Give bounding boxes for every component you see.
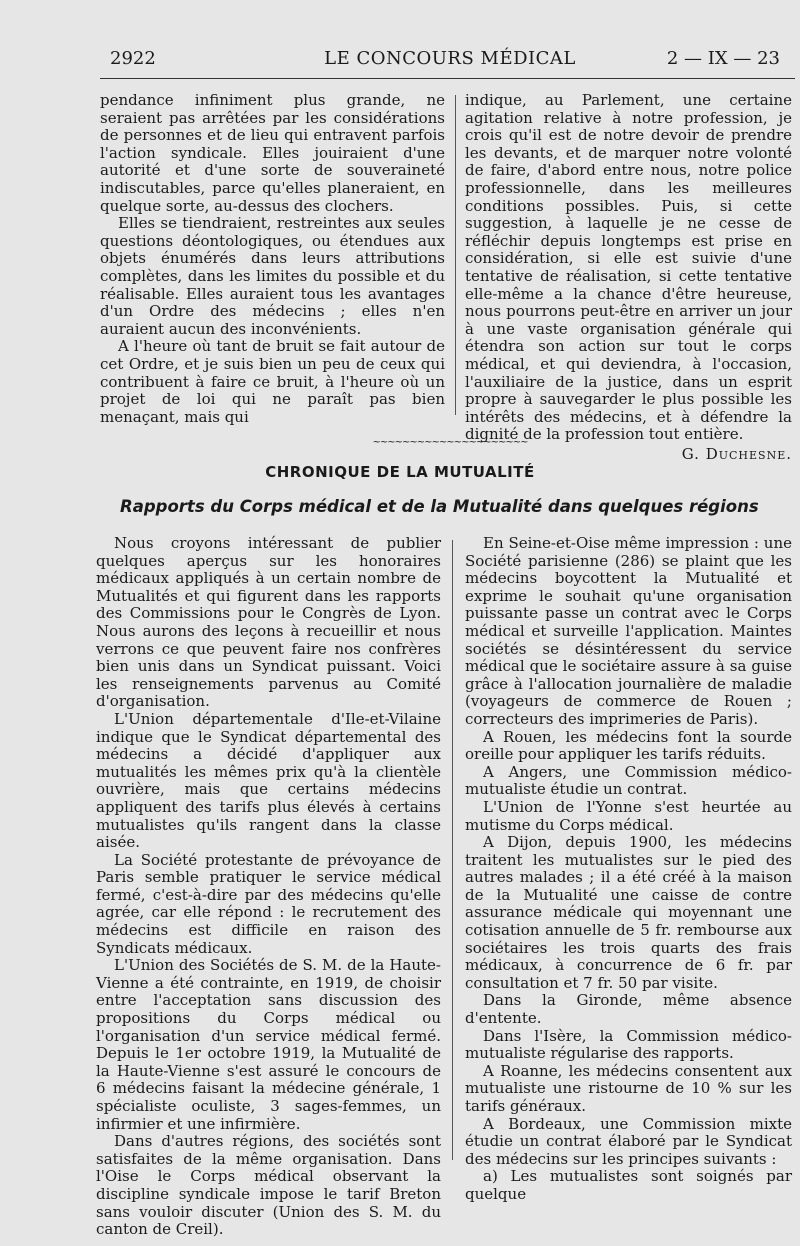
- page-header: [110, 48, 790, 74]
- section-title: CHRONIQUE DE LA MUTUALITÉ: [265, 463, 535, 481]
- paragraph: Dans d'autres régions, des sociétés sont satisfaites de la même organisation. Dans l'Oise le Corps médical observant la discipline syndicale impose le tarif Breton sans vouloir discuter (Union des S. M. du canton de Creil).: [96, 1132, 441, 1239]
- paragraph: A l'heure où tant de bruit se fait autour de cet Ordre, et je suis bien un peu de ceux qui contribuent à faire ce bruit, à l'heure où un projet de loi qui ne paraît pas bien menaçant, mais qui: [100, 337, 445, 426]
- top-left-column: [100, 92, 445, 426]
- bottom-left-column: [96, 535, 441, 1239]
- paragraph: En Seine-et-Oise même impression : une Société parisienne (286) se plaint que les médecins boycottent la Mutualité et exprime le souhait qu'une organisation puissante passe un contrat avec le Corps médical et surveille l'application. Maintes sociétés se désintéressent du service médical que le sociétaire assure à sa guise grâce à l'allocation journalière de maladie (voyageurs de commerce de Rouen ; correcteurs des imprimeries de Paris).: [465, 534, 792, 728]
- paragraph: Dans la Gironde, même absence d'entente.: [465, 991, 792, 1028]
- paragraph: L'Union des Sociétés de S. M. de la Haute-Vienne a été contrainte, en 1919, de choisir entre l'acceptation sans discussion des propositions du Corps médical ou l'organisation d'un service médical fermé. Depuis le 1er octobre 1919, la Mutualité de la Haute-Vienne s'est assuré le concours de 6 médecins faisant la médecine générale, 1 spécialiste oculiste, 3 sages-femmes, un infirmier et une infirmière.: [96, 956, 441, 1133]
- paragraph: L'Union de l'Yonne s'est heurtée au mutisme du Corps médical.: [465, 797, 792, 834]
- journal-title: LE CONCOURS MÉDICAL: [324, 48, 576, 69]
- page-number: 2922: [110, 48, 156, 69]
- paragraph: L'Union départementale d'Ile-et-Vilaine indique que le Syndicat départemental des médecins a décidé d'appliquer aux mutualités les mêmes prix qu'à la clientèle ouvrière, mais que certains médecins appliquent des tarifs plus élevés à certains mutualistes qu'ils rangent dans la classe aisée.: [96, 709, 441, 852]
- paragraph: La Société protestante de prévoyance de Paris semble pratiquer le service médical fermé, c'est-à-dire par des médecins qu'elle agrée, car elle répond : le recrutement des médecins est difficile en raison des Syndicats médicaux.: [96, 850, 441, 957]
- column-divider: [455, 95, 456, 415]
- article-title: Rapports du Corps médical et de la Mutualité dans quelques régions: [120, 497, 759, 516]
- paragraph: A Roanne, les médecins consentent aux mutualiste une ristourne de 10 % sur les tarifs généraux.: [465, 1061, 792, 1115]
- paragraph: indique, au Parlement, une certaine agitation relative à notre profession, je crois qu'il est de notre devoir de prendre les devants, et de marquer notre volonté de faire, d'abord entre nous, notre police professionnelle, dans les meilleures conditions possibles. Puis, si cette suggestion, à laquelle je ne cesse de réfléchir depuis longtemps est prise en considération, si elle est suivie d'une tentative de réalisation, si cette tentative elle-même a la chance d'être heureuse, nous pourrons peut-être en arriver un jour à une vaste organisation générale qui étendra son action sur tout le corps médical, et qui deviendra, à l'occasion, l'auxiliaire de la justice, dans un esprit propre à sauvegarder le plus possible les intérêts des médecins, et à défendre la dignité de la profession tout entière.: [465, 91, 792, 444]
- issue-date: 2 — IX — 23: [666, 48, 780, 69]
- column-divider: [452, 540, 453, 1160]
- paragraph: A Bordeaux, une Commission mixte étudie un contrat élaboré par le Syndicat des médecins sur les principes suivants :: [465, 1114, 792, 1168]
- paragraph: Elles se tiendraient, restreintes aux seules questions déontologiques, ou étendues aux objets énumérés dans leurs attributions complètes, dans les limites du possible et du réalisable. Elles auraient tous les avantages d'un Ordre des médecins ; elles n'en auraient aucun des inconvénients.: [100, 214, 445, 338]
- paragraph: pendance infiniment plus grande, ne seraient pas arrêtées par les considérations de personnes et de lieu qui entravent parfois l'action syndicale. Elles jouiraient d'une autorité et d'une sorte de souveraineté indiscutables, parce qu'elles planeraient, en quelque sorte, au-dessus des clochers.: [100, 91, 445, 215]
- paragraph: Nous croyons intéressant de publier quelques aperçus sur les honoraires médicaux appliqués à un certain nombre de Mutualités et qui figurent dans les rapports des Commissions pour le Congrès de Lyon. Nous aurons des leçons à recueillir et nous verrons ce que peuvent faire nos confrères bien unis dans un Syndicat puissant. Voici les renseignements parvenus au Comité d'organisation.: [96, 534, 441, 711]
- paragraph: A Rouen, les médecins font la sourde oreille pour appliquer les tarifs réduits.: [465, 727, 792, 764]
- author-signature: G. Duchesne.: [681, 444, 792, 463]
- paragraph: a) Les mutualistes sont soignés par quelque: [465, 1167, 792, 1203]
- header-rule: [100, 78, 795, 79]
- paragraph: A Dijon, depuis 1900, les médecins traitent les mutualistes sur le pied des autres malades ; il a été créé à la maison de la Mutualité une caisse de contre assurance médicale qui moyennant une cotisation annuelle de 5 fr. rembourse aux sociétaires les trois quarts des frais médicaux, à concurrence de 6 fr. par consultation et 7 fr. 50 par visite.: [465, 833, 792, 992]
- section-ornament: ~~~~~~~~~~~~~~~~~~~~~: [372, 437, 528, 448]
- top-right-column: [465, 92, 792, 463]
- paragraph: Dans l'Isère, la Commission médico-mutualiste régularise des rapports.: [465, 1026, 792, 1063]
- paragraph: A Angers, une Commission médico-mutualiste étudie un contrat.: [465, 762, 792, 799]
- bottom-right-column: [465, 535, 792, 1204]
